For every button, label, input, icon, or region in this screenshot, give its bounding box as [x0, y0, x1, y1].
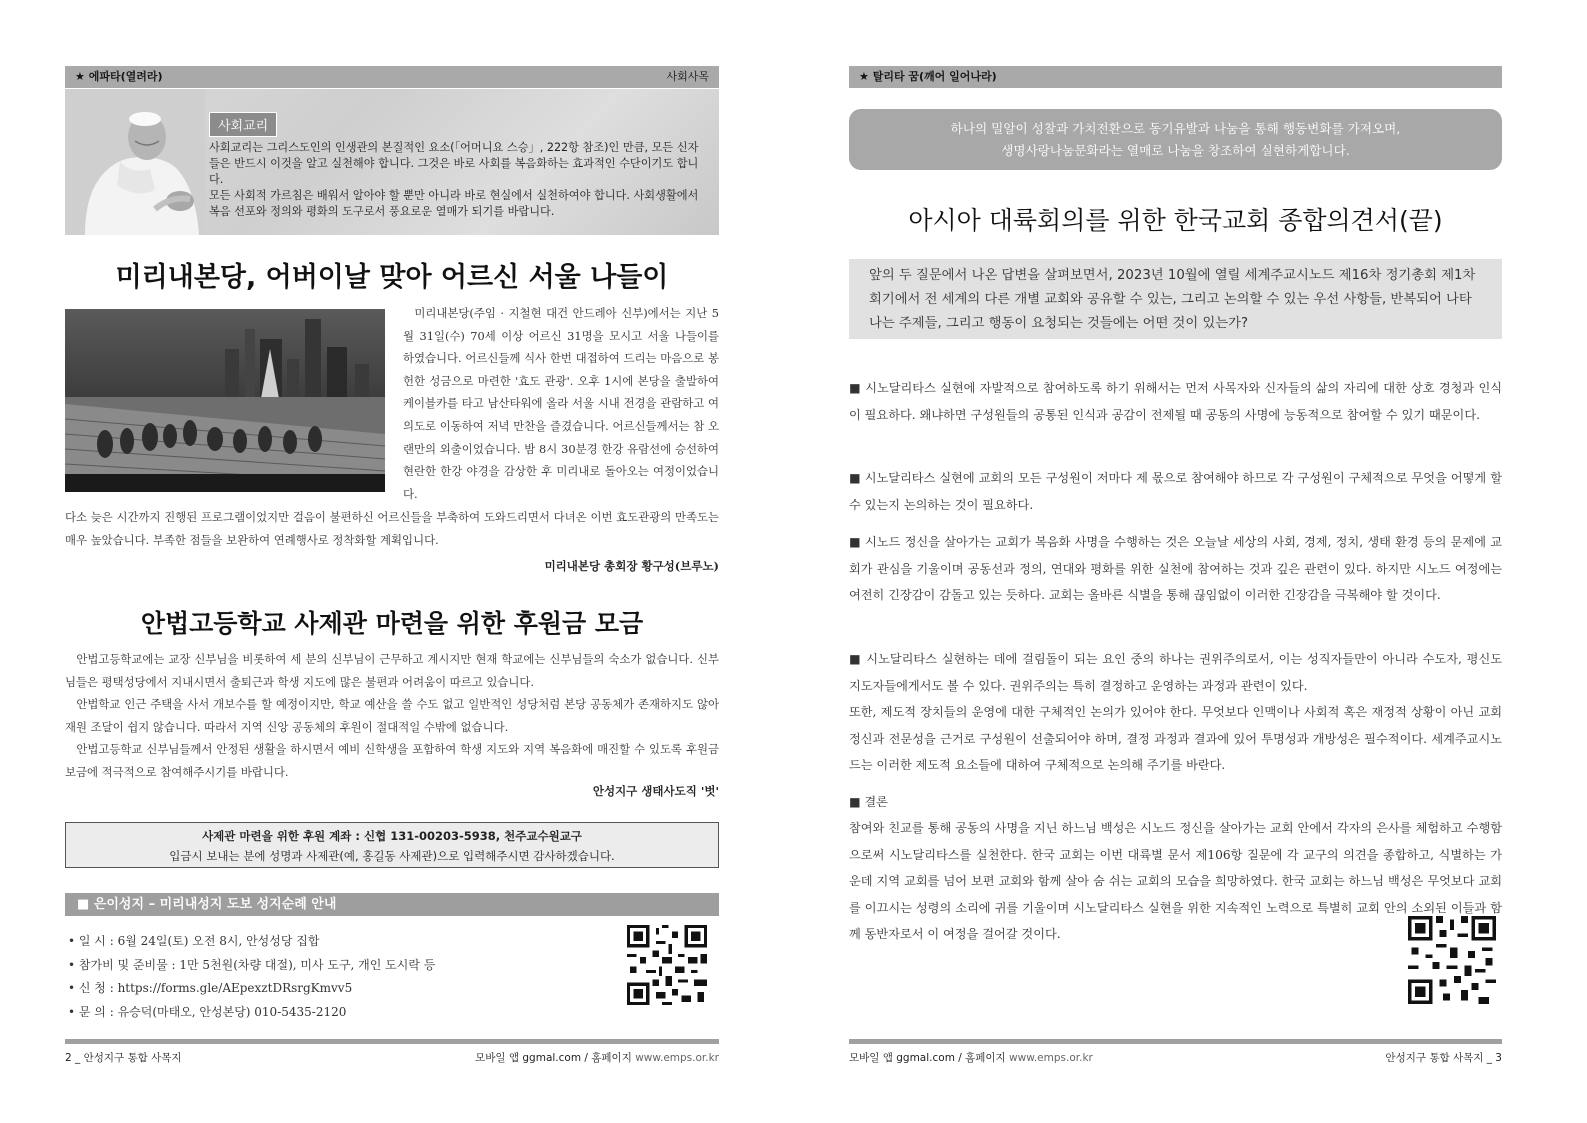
section-header	[65, 66, 719, 88]
answer-text: ■ 시노드 정신을 살아가는 교회가 복음화 사명을 수행하는 것은 오늘날 세상의 사회, 경제, 정치, 생태 환경 등의 문제에 교회가 관심을 기울이며 공동선과 정의, 연대와 평화를 위한 실천에 참여하는 것과 깊은 관련이 있다. 하지만 시노드 여정에는 여전히 긴장감이 감돌고 있는 듯하다. 교회는 올바른 식별을 통해 끊임없이 이러한 긴장감을 극복해야 할 것이다.	[849, 535, 1502, 602]
article-paragraph: 안법학교 인근 주택을 사서 개보수를 할 예정이지만, 학교 예산을 쓸 수도 없고 일반적인 성당처럼 본당 공동체가 존재하지도 않아 재원 조달이 쉽지 않습니다. 따라서 지역 신앙 공동체의 후원이 절대적일 수밖에 없습니다.	[65, 697, 719, 734]
article-signature: 미리내본당 총회장 황구성(브루노)	[544, 559, 719, 573]
article-title: 아시아 대륙회의를 위한 한국교회 종합의견서(끝)	[908, 206, 1443, 235]
footer-rule	[849, 1039, 1502, 1044]
homepage-link[interactable]: www.emps.or.kr	[1009, 1052, 1093, 1064]
pilgrimage-header: ■ 은이성지 – 미리내성지 도보 성지순례 안내	[65, 893, 719, 916]
conclusion-label	[849, 789, 1502, 816]
donation-account-box	[65, 822, 719, 868]
article-signature: 안성지구 생태사도직 '벗'	[592, 784, 719, 798]
article-paragraph: 다소 늦은 시간까지 진행된 프로그램이었지만 걸음이 불편하신 어르신들을 부축하여 도와드리면서 다녀온 이번 효도관광의 만족도는 매우 높았습니다. 부족한 점들을 보완하여 연례행사로 정착화할 계획입니다.	[65, 510, 719, 547]
answer-text: ■ 시노달리타스 실현에 자발적으로 참여하도록 하기 위해서는 먼저 사목자와 신자들의 삶의 자리에 대한 상호 경청과 인식이 필요하다. 왜냐하면 구성원들의 공통된 인식과 공감이 전제될 때 공동의 사명에 능동적으로 참여할 수 있기 때문이다.	[849, 381, 1502, 422]
footer-links	[475, 1050, 719, 1065]
conclusion-heading: ■ 결론	[849, 795, 888, 809]
answer-paragraph	[849, 465, 1502, 518]
footer-links	[849, 1050, 1093, 1065]
pilgrimage-item: • 일 시 : 6월 24일(토) 오전 8시, 안성성당 집합	[68, 934, 320, 948]
article-paragraph: 안법고등학교 신부님들께서 안정된 생활을 하시면서 예비 신학생을 포함하여 학생 지도와 지역 복음화에 매진할 수 있도록 후원금 보금에 적극적으로 참여해주시기를 바랍니다.	[65, 742, 719, 779]
article-title: 미리내본당, 어버이날 맞아 어르신 서울 나들이	[115, 262, 669, 293]
answer-text: ■ 시노달리타스 실현에 교회의 모든 구성원이 저마다 제 몫으로 참여해야 하므로 각 구성원이 구체적으로 무엇을 어떻게 할 수 있는지 논의하는 것이 필요하다.	[849, 471, 1502, 512]
account-info: 사제관 마련을 위한 후원 계좌 : 신협 131-00203-5938, 천주교수원교구	[202, 829, 582, 843]
seniors-outing-photo	[65, 309, 385, 492]
article-paragraph: 미리내본당(주임 · 지철현 대건 안드레아 신부)에서는 지난 5월 31일(수) 70세 이상 어르신 31명을 모시고 서울 나들이를 하였습니다. 어르신들께 식사 한번 대접하여 드리는 마음으로 봉헌한 성금으로 마련한 '효도 관광'. 오후 1시에 본당을 출발하여 케이블카를 타고 남산타워에 올라 서울 시내 전경을 관람하고 여의도로 이동하여 저녁 만찬을 즐겼습니다. 어르신들께서는 참 오랜만의 외출이었습니다. 밤 8시 30분경 한강 유람선에 승선하여 현란한 한강 야경을 감상한 후 미리내로 돌아오는 여정이었습니다.	[403, 306, 719, 501]
answer-paragraph	[849, 646, 1502, 779]
pilgrimage-item: • 문 의 : 유승덕(마태오, 안성본당) 010-5435-2120	[68, 1004, 347, 1019]
answer-text: ■ 시노달리타스 실현하는 데에 걸림돌이 되는 요인 중의 하나는 권위주의로서, 이는 성직자들만이 아니라 수도자, 평신도 지도자들에게서도 볼 수 있다. 권위주의는 특히 결정하고 운영하는 과정과 관련이 있다.	[849, 652, 1502, 693]
question-box: 앞의 두 질문에서 나온 답변을 살펴보면서, 2023년 10월에 열릴 세계주교시노드 제16차 정기총회 제1차 회기에서 전 세계의 다른 개별 교회와 공유할 수 있는, 그리고 논의할 수 있는 우선 사항들, 반복되어 나타나는 주제들, 그리고 행동이 요청되는 것들에는 어떤 것이 있는가?	[849, 259, 1502, 339]
account-note: 입금시 보내는 분에 성명과 사제관(예, 홍길동 사제관)으로 입력해주시면 감사하겠습니다.	[169, 849, 615, 863]
section-category: 사회사목	[666, 70, 709, 83]
teaching-paragraph: 사회교리는 그리스도인의 인생관의 본질적인 요소(「어머니요 스승」, 222항 참조)인 만큼, 모든 신자들은 반드시 이것을 알고 실천해야 합니다. 그것은 바로 사회를 복음화하는 효과적인 수단이기도 합니다.	[209, 141, 699, 186]
intro-banner	[849, 109, 1502, 170]
footer-app: 모바일 앱 ggmal.com / 홈페이지	[475, 1052, 636, 1064]
pilgrimage-item: • 참가비 및 준비물 : 1만 5천원(차량 대절), 미사 도구, 개인 도시락 등	[68, 957, 436, 972]
article-text	[65, 648, 719, 784]
answer-text: 또한, 제도적 장치들의 운영에 대한 구체적인 논의가 있어야 한다. 무엇보다 인맥이나 사회적 혹은 재정적 상황이 아닌 교회 정신과 전문성을 근거로 구성원이 선출되어야 하며, 결정 과정과 결과에 있어 투명성과 개방성은 필수적이다. 세계주교시노드는 이러한 제도적 요소들에 대하여 구체적으로 논의해 주기를 바란다.	[849, 705, 1502, 772]
social-teaching-box	[65, 89, 719, 235]
teaching-text	[209, 140, 709, 220]
conclusion-text: 참여와 친교를 통해 공동의 사명을 지닌 하느님 백성은 시노드 정신을 살아가는 교회 안에서 각자의 은사를 체험하고 수행함으로써 시노달리타스를 실천한다. 한국 교회는 이번 대륙별 문서 제106항 질문에 각 교구의 의견을 종합하고, 식별하는 가운데 지역 교회를 넘어 보편 교회와 함께 살아 숨 쉬는 교회의 모습을 희망하였다. 한국 교회는 하느님 백성은 무엇보다 교회를 이끄시는 성령의 소리에 귀를 기울이며 시노달리타스 실현을 위한 지속적인 노력으로 특별히 교회 안의 소외된 이들과 함께 동반자로서 이 여정을 걸어갈 것이다.	[849, 821, 1502, 941]
section-label: ★ 탈리타 꿈(깨어 일어나라)	[859, 70, 997, 83]
page-number: 안성지구 통합 사목지 _ 3	[1385, 1052, 1502, 1064]
conclusion-paragraph	[849, 815, 1502, 948]
homepage-link[interactable]: www.emps.or.kr	[635, 1052, 719, 1064]
teaching-paragraph: 모든 사회적 가르침은 배워서 알아야 할 뿐만 아니라 바로 현실에서 실천하여야 합니다. 사회생활에서 복음 선포와 정의와 평화의 도구로서 풍요로운 열매가 되기를 바랍니다.	[209, 189, 699, 218]
article-title: 안법고등학교 사제관 마련을 위한 후원금 모금	[140, 609, 644, 638]
page-number: 2 _ 안성지구 통합 사목지	[65, 1052, 182, 1064]
article-text	[65, 506, 719, 551]
right-page	[797, 0, 1587, 1123]
pilgrimage-item[interactable]: • 신 청 : https://forms.gle/AEpexztDRsrgKmvv5	[68, 981, 353, 995]
qr-code-icon[interactable]	[627, 925, 707, 1005]
teaching-title: 사회교리	[209, 112, 277, 137]
footer-rule	[65, 1039, 719, 1044]
section-label: ★ 에파타(열려라)	[75, 70, 163, 83]
left-page	[0, 0, 790, 1123]
section-header	[849, 66, 1502, 88]
intro-line: 생명사랑나눔문화라는 열매로 나눔을 창조하여 실현하게합니다.	[1001, 143, 1350, 158]
footer-app: 모바일 앱 ggmal.com / 홈페이지	[849, 1052, 1010, 1064]
article-paragraph: 안법고등학교에는 교장 신부님을 비롯하여 세 분의 신부님이 근무하고 계시지만 현재 학교에는 신부님들의 숙소가 없습니다. 신부님들은 평택성당에서 지내시면서 출퇴근과 학생 지도에 많은 불편과 어려움이 따르고 있습니다.	[65, 652, 719, 689]
article-text	[403, 302, 719, 505]
answer-paragraph	[849, 375, 1502, 428]
pope-praying-image	[65, 89, 205, 235]
qr-code-icon[interactable]	[1408, 916, 1496, 1004]
pilgrimage-list	[68, 930, 435, 1024]
answer-paragraph	[849, 529, 1502, 609]
intro-line: 하나의 밀알이 성찰과 가치전환으로 동기유발과 나눔을 통해 행동변화를 가져오며,	[950, 121, 1401, 136]
